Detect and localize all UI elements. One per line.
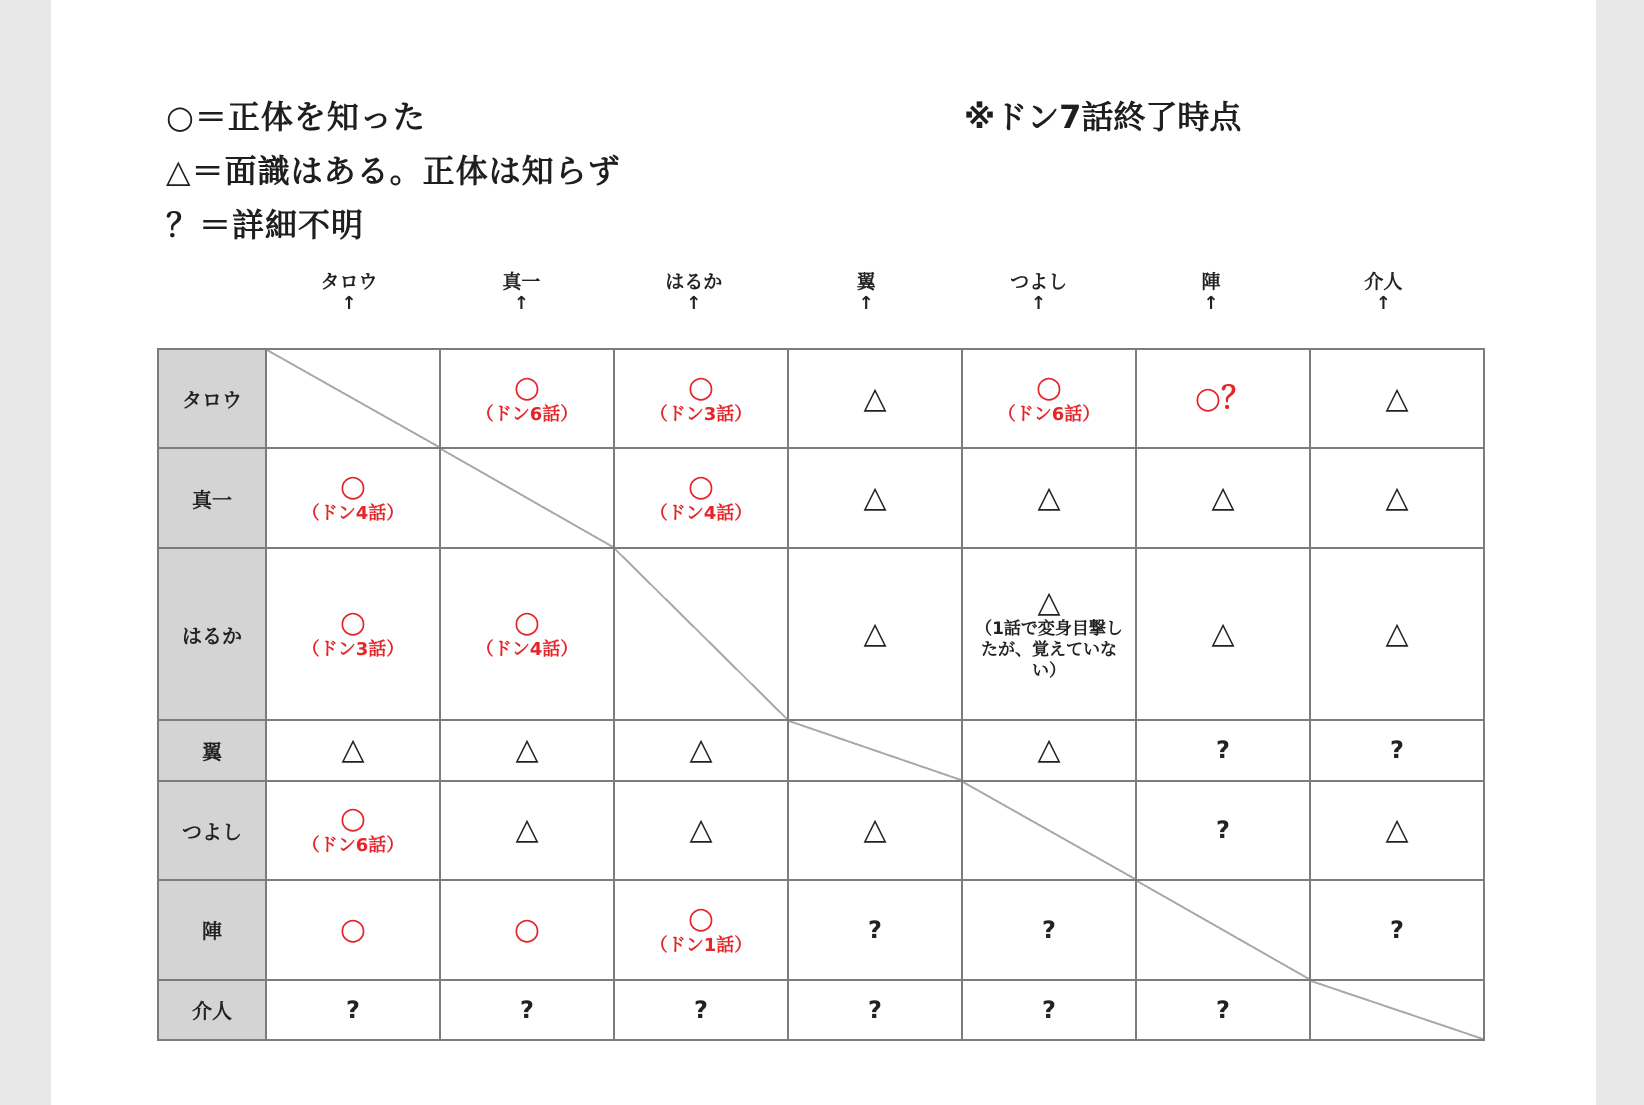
- matrix-cell: [962, 720, 1136, 780]
- cell-symbol: △: [1037, 732, 1061, 768]
- cell-symbol: ?: [1216, 736, 1230, 765]
- matrix-cell: [266, 548, 440, 720]
- cell-note: （ドン6話）: [997, 403, 1101, 425]
- matrix-cell: [266, 448, 440, 547]
- cell-note: （ドン4話）: [649, 503, 753, 525]
- cell-symbol: ○: [513, 369, 541, 405]
- diagonal-cell: [266, 349, 440, 448]
- matrix-cell: [1310, 880, 1484, 979]
- column-header: [780, 270, 952, 314]
- matrix-cell: [266, 781, 440, 880]
- cell-symbol: △: [689, 812, 713, 848]
- matrix-cell: [1136, 349, 1310, 448]
- matrix-row: [158, 980, 1484, 1040]
- cell-symbol: △: [863, 616, 887, 652]
- cell-symbol: △: [515, 732, 539, 768]
- column-header: [953, 270, 1125, 314]
- cell-symbol: △: [1385, 812, 1409, 848]
- cell-symbol: ○: [339, 801, 367, 837]
- cell-symbol: ?: [1042, 995, 1056, 1024]
- matrix-cell: [266, 720, 440, 780]
- matrix-row: [158, 548, 1484, 720]
- row-header: はるか: [158, 548, 266, 720]
- matrix-cell: [1310, 349, 1484, 448]
- cell-symbol: ?: [1216, 816, 1230, 845]
- cell-note: （ドン1話）: [649, 934, 753, 956]
- matrix-row: [158, 880, 1484, 979]
- up-arrow-icon: ↑: [341, 293, 357, 314]
- matrix-cell: [788, 548, 962, 720]
- matrix-cell: [1136, 548, 1310, 720]
- matrix-cell: [962, 880, 1136, 979]
- matrix-cell: [266, 980, 440, 1040]
- matrix-cell: [962, 980, 1136, 1040]
- up-arrow-icon: ↑: [686, 293, 702, 314]
- column-header-label: 真一: [502, 271, 541, 293]
- matrix-cell: [440, 980, 614, 1040]
- cell-note: （ドン3話）: [301, 639, 405, 661]
- matrix-cell: [440, 720, 614, 780]
- cell-symbol: ○: [513, 911, 541, 947]
- cell-symbol: △: [863, 480, 887, 516]
- diagonal-cell: [614, 548, 788, 720]
- legend-circle: ○＝正体を知った: [166, 98, 426, 136]
- cell-symbol: △: [515, 812, 539, 848]
- as-of-note: ※ドン7話終了時点: [964, 98, 1242, 136]
- matrix-cell: [962, 448, 1136, 547]
- cell-symbol: ○: [687, 369, 715, 405]
- cell-symbol: ○？: [1194, 380, 1252, 416]
- matrix-cell: [788, 349, 962, 448]
- matrix-row: [158, 720, 1484, 780]
- cell-symbol: ○: [687, 469, 715, 505]
- cell-symbol: ?: [1216, 995, 1230, 1024]
- row-header: 真一: [158, 448, 266, 547]
- cell-symbol: △: [1385, 480, 1409, 516]
- matrix-cell: [1136, 720, 1310, 780]
- row-header: 翼: [158, 720, 266, 780]
- cell-note: （ドン3話）: [649, 403, 753, 425]
- legend-question: ？＝詳細不明: [166, 206, 365, 244]
- matrix-cell: [440, 880, 614, 979]
- matrix-row: [158, 448, 1484, 547]
- matrix-cell: [440, 548, 614, 720]
- matrix-cell: [788, 448, 962, 547]
- matrix-cell: [1310, 781, 1484, 880]
- matrix-cell: [614, 781, 788, 880]
- matrix-cell: [1310, 720, 1484, 780]
- cell-symbol: ?: [520, 995, 534, 1024]
- column-header-label: はるか: [665, 271, 723, 293]
- cell-symbol: △: [863, 380, 887, 416]
- cell-symbol: △: [341, 732, 365, 768]
- cell-symbol: ○: [339, 911, 367, 947]
- matrix-cell: [788, 880, 962, 979]
- cell-symbol: △: [1037, 480, 1061, 516]
- column-header: [263, 270, 435, 314]
- row-header: 陣: [158, 880, 266, 979]
- matrix-cell: [614, 980, 788, 1040]
- matrix-cell: [614, 448, 788, 547]
- matrix-cell: [440, 781, 614, 880]
- cell-symbol: △: [1211, 480, 1235, 516]
- relationship-matrix: [157, 348, 1485, 1041]
- diagonal-cell: [1136, 880, 1310, 979]
- cell-symbol: △: [1037, 584, 1061, 620]
- diagonal-cell: [788, 720, 962, 780]
- cell-symbol: ○: [513, 605, 541, 641]
- column-header: [1297, 270, 1469, 314]
- matrix-row: [158, 781, 1484, 880]
- matrix-cell: [962, 349, 1136, 448]
- up-arrow-icon: ↑: [1375, 293, 1391, 314]
- cell-symbol: △: [863, 812, 887, 848]
- cell-symbol: ○: [339, 469, 367, 505]
- cell-symbol: ○: [1035, 369, 1063, 405]
- diagonal-cell: [1310, 980, 1484, 1040]
- matrix-row: [158, 349, 1484, 448]
- column-header: [1125, 270, 1297, 314]
- cell-symbol: ?: [868, 915, 882, 944]
- column-header-label: 介人: [1364, 271, 1403, 293]
- cell-note: （ドン4話）: [301, 503, 405, 525]
- column-header-label: つよし: [1010, 271, 1068, 293]
- row-header: 介人: [158, 980, 266, 1040]
- matrix-cell: [266, 880, 440, 979]
- matrix-cell: [1310, 448, 1484, 547]
- diagonal-cell: [440, 448, 614, 547]
- matrix-cell: [614, 720, 788, 780]
- row-header: つよし: [158, 781, 266, 880]
- row-header: タロウ: [158, 349, 266, 448]
- matrix-cell: [1136, 448, 1310, 547]
- up-arrow-icon: ↑: [858, 293, 874, 314]
- column-header: [435, 270, 607, 314]
- cell-symbol: ?: [694, 995, 708, 1024]
- cell-symbol: △: [1385, 380, 1409, 416]
- cell-symbol: ?: [1390, 915, 1404, 944]
- diagonal-cell: [962, 781, 1136, 880]
- up-arrow-icon: ↑: [1203, 293, 1219, 314]
- cell-symbol: ?: [346, 995, 360, 1024]
- cell-symbol: △: [1211, 616, 1235, 652]
- cell-symbol: ?: [868, 995, 882, 1024]
- cell-note: （1話で変身目撃したが、覚えていない）: [975, 618, 1123, 681]
- column-header-label: 翼: [856, 271, 876, 293]
- cell-symbol: △: [689, 732, 713, 768]
- matrix-cell: [1136, 980, 1310, 1040]
- cell-symbol: △: [1385, 616, 1409, 652]
- matrix-cell: [788, 980, 962, 1040]
- matrix-cell: [1136, 781, 1310, 880]
- cell-symbol: ?: [1042, 915, 1056, 944]
- matrix-cell: [440, 349, 614, 448]
- cell-note: （ドン6話）: [301, 835, 405, 857]
- legend-triangle: △＝面識はある。正体は知らず: [166, 152, 621, 190]
- cell-note: （ドン4話）: [475, 639, 579, 661]
- cell-note: （ドン6話）: [475, 403, 579, 425]
- column-header-label: タロウ: [320, 271, 378, 293]
- column-header-label: 陣: [1201, 271, 1221, 293]
- cell-symbol: ○: [687, 900, 715, 936]
- matrix-cell: [962, 548, 1136, 720]
- matrix-cell: [788, 781, 962, 880]
- matrix-cell: [614, 880, 788, 979]
- matrix-cell: [614, 349, 788, 448]
- cell-symbol: ?: [1390, 736, 1404, 765]
- up-arrow-icon: ↑: [513, 293, 529, 314]
- matrix-cell: [1310, 548, 1484, 720]
- column-header: [608, 270, 780, 314]
- up-arrow-icon: ↑: [1031, 293, 1047, 314]
- cell-symbol: ○: [339, 605, 367, 641]
